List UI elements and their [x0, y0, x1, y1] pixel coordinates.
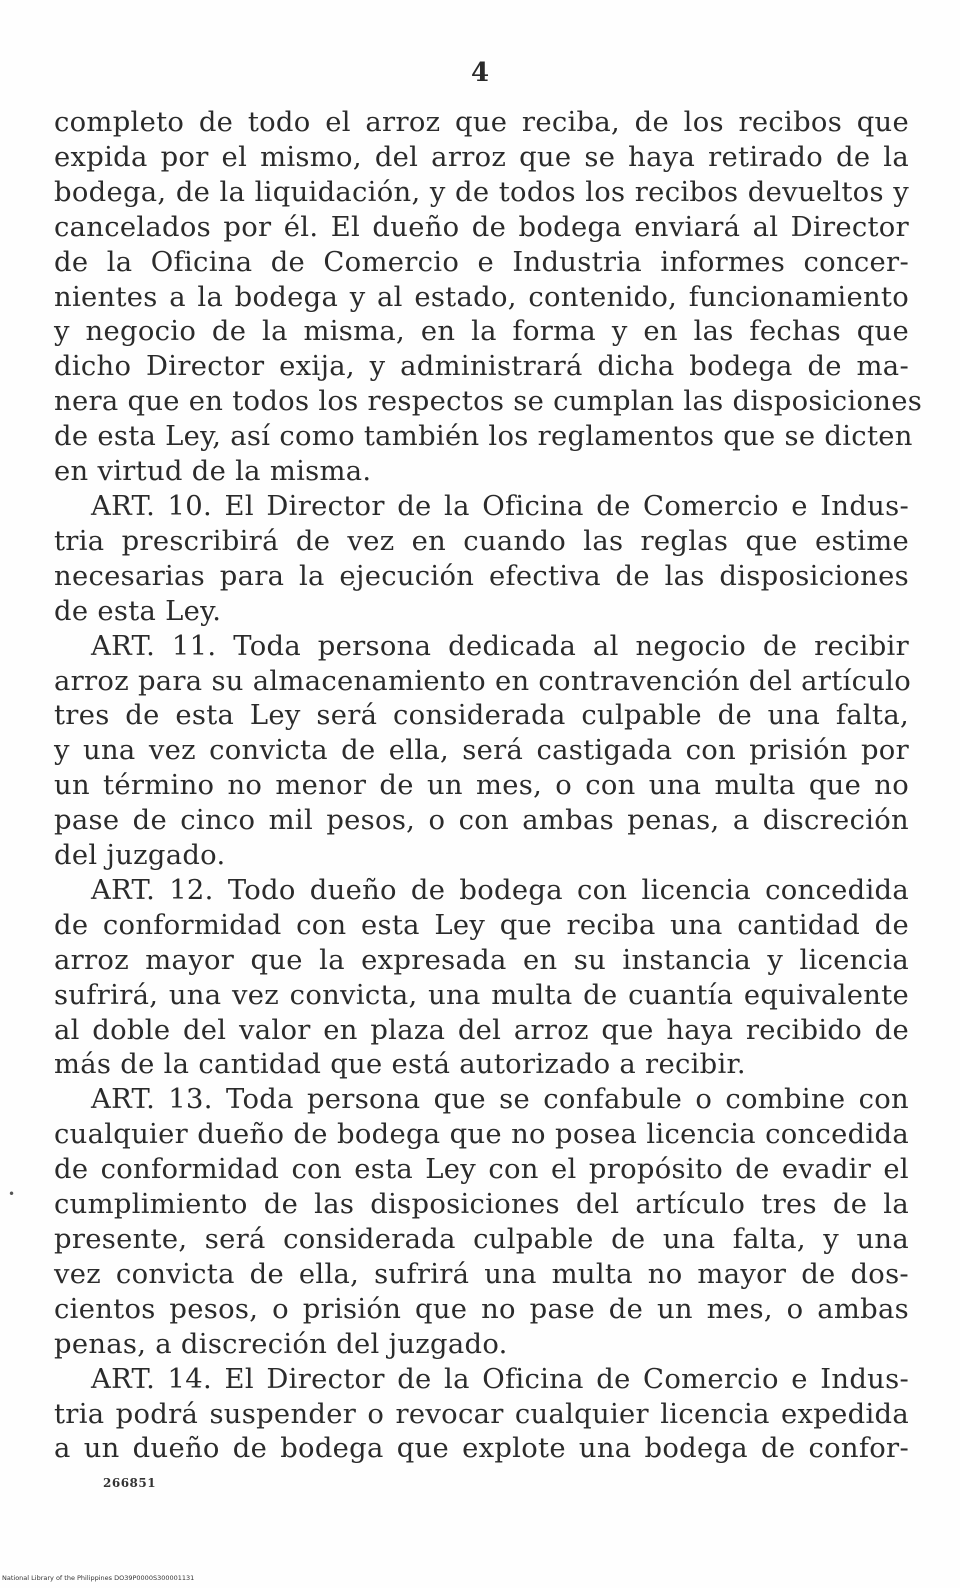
article-14-line	[54, 1363, 909, 1398]
article-label: ART. 12.	[91, 874, 214, 906]
page-number: 4	[470, 58, 490, 88]
article-12-line	[54, 874, 909, 909]
text-line: Toda persona que se confabule o combine con	[226, 1084, 910, 1116]
article-11-line	[54, 630, 909, 665]
text-line: de esta Ley.	[54, 595, 222, 627]
text-line: tria prescribirá de vez en cuando las reglas que estime	[54, 525, 909, 557]
text-line: pase de cinco mil pesos, o con ambas penas, a discreción	[54, 805, 909, 837]
text-line: nera que en todos los respectos se cumplan las disposiciones	[54, 386, 923, 418]
text-line: de conformidad con esta Ley que reciba una cantidad de	[54, 909, 909, 941]
text-line: en virtud de la misma.	[54, 456, 372, 488]
text-line: El Director de la Oficina de Comercio e Indus-	[224, 1363, 910, 1395]
article-label: ART. 13.	[91, 1084, 213, 1116]
text-line: tria podrá suspender o revocar cualquier licencia expedida	[54, 1398, 909, 1430]
text-line: de la Oficina de Comercio e Industria informes concer-	[54, 246, 909, 278]
text-line: Toda persona dedicada al negocio de recibir	[233, 630, 909, 662]
text-line: necesarias para la ejecución efectiva de las disposiciones	[54, 560, 909, 592]
printer-code: 266851	[103, 1476, 157, 1490]
text-line: sufrirá, una vez convicta, una multa de cuantía equivalente	[54, 979, 909, 1011]
article-10-line	[54, 490, 909, 525]
text-line: bodega, de la liquidación, y de todos los recibos devueltos y	[54, 176, 909, 208]
article-label: ART. 14.	[91, 1363, 213, 1395]
text-line: cumplimiento de las disposiciones del artículo tres de la	[54, 1189, 909, 1221]
text-line: presente, será considerada culpable de una falta, y una	[54, 1224, 909, 1255]
text-line: arroz para su almacenamiento en contravención del artículo	[54, 665, 911, 697]
article-label: ART. 10.	[91, 490, 213, 522]
margin-mark: •	[8, 1187, 16, 1201]
text-line: expida por el mismo, del arroz que se haya retirado de la	[54, 141, 909, 173]
text-line: y negocio de la misma, en la forma y en las fechas que	[54, 316, 909, 348]
text-line: de esta Ley, así como también los reglamentos que se dicten	[54, 421, 913, 453]
article-13-line	[54, 1083, 909, 1118]
text-line: y una vez convicta de ella, será castigada con prisión por	[54, 735, 909, 767]
text-line: completo de todo el arroz que reciba, de los recibos que	[54, 107, 909, 138]
text-line: de conformidad con esta Ley con el propósito de evadir el	[54, 1154, 909, 1186]
text-line: a un dueño de bodega que explote una bodega de confor-	[54, 1433, 909, 1465]
article-label: ART. 11.	[91, 630, 217, 662]
text-line: al doble del valor en plaza del arroz que haya recibido de	[54, 1014, 909, 1046]
text-line: del juzgado.	[54, 840, 226, 872]
text-line: tres de esta Ley será considerada culpable de una falta,	[54, 700, 909, 732]
text-line: dicho Director exija, y administrará dicha bodega de ma-	[54, 351, 909, 383]
text-line: El Director de la Oficina de Comercio e Indus-	[224, 490, 910, 522]
text-line: más de la cantidad que está autorizado a recibir.	[54, 1049, 746, 1081]
scan-source-caption: National Library of the Philippines DO39P0000S300001131	[2, 1574, 195, 1582]
text-line: nientes a la bodega y al estado, contenido, funcionamiento	[54, 281, 909, 313]
text-line: cancelados por él. El dueño de bodega enviará al Director	[54, 211, 909, 243]
body-text	[54, 106, 923, 1467]
text-line: penas, a discreción del juzgado.	[54, 1328, 508, 1360]
text-line: vez convicta de ella, sufrirá una multa no mayor de dos-	[54, 1258, 909, 1290]
text-line: cualquier dueño de bodega que no posea licencia concedida	[54, 1119, 909, 1151]
text-line: arroz mayor que la expresada en su instancia y licencia	[54, 944, 909, 976]
text-line: Todo dueño de bodega con licencia concedida	[227, 874, 910, 906]
text-line: cientos pesos, o prisión que no pase de un mes, o ambas	[54, 1293, 909, 1325]
text-line: un término no menor de un mes, o con una multa que no	[54, 770, 909, 802]
